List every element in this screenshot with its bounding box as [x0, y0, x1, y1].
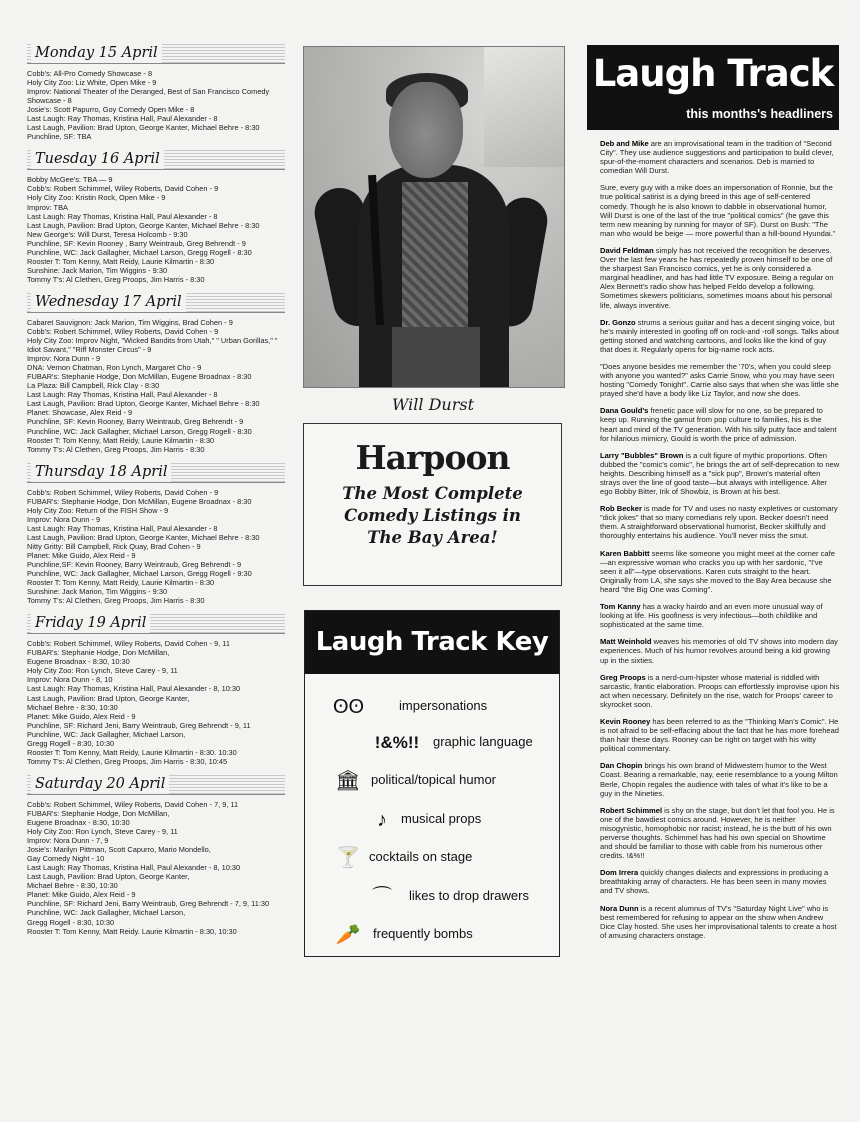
key-label: musical props — [401, 811, 482, 826]
listing-entry: Michael Behre - 8:30, 10:30 — [27, 702, 118, 712]
key-row — [305, 804, 559, 834]
harpoon-tagline — [304, 483, 561, 549]
bio-text: frenetic pace will slow for no one, so be prepared to keep up. Running the gamut from pop culture to families, his is the heart and mind of the TV generation. With his silly putty face and talent for hilarious mimicry, Gould is worth the price of admission. — [600, 406, 837, 443]
day-section — [27, 775, 285, 936]
bio-text: is shy on the stage, but don't let that fool you. He is one of the bawdiest comics around. However, he is neither misogynistic, homophobic nor racist; instead, he is the butt of his own perverse thoughts. Schimmel has had his own special on Showtime and should be familiar to those with cable from his numerous other credits. !&%!! — [600, 805, 835, 861]
headliner-bio — [600, 549, 840, 594]
comedian-name: Kevin Rooney — [600, 716, 651, 726]
headliner-bio — [600, 602, 840, 629]
listing-entry: Holy City Zoo: Return of the FISH Show - 9 — [27, 505, 169, 515]
bio-text: seems like someone you might meet at the corner cafe—an expressive woman who cracks you up with her sardonic, "I've seen it all"—type observations. Karen cuts straight to the heart. Originally from LA, she says she moved to the Bay Area because she heard "the Big One was Coming". — [600, 548, 835, 594]
comedian-name: Greg Proops — [600, 672, 646, 682]
bio-text: "Does anyone besides me remember the '70's, when you could sleep with anyone you wanted?" asks Carrie Snow, who you may have seen hosting "Comedy Tonight". Carrie also says that when she was little she prayed she'd have a body like Liz Taylor, and now she does. — [600, 361, 839, 399]
listing-entry: Tommy T's: Al Clethen, Greg Proops, Jim Harris - 8:30 — [27, 274, 205, 284]
day-heading — [27, 150, 285, 170]
comedian-name: Dom Irrera — [600, 868, 639, 878]
listing-entry: Josie's: Scott Papurro, Goy Comedy Open Mike - 8 — [27, 105, 195, 115]
key-title: Laugh Track Key — [305, 611, 559, 674]
photo-face — [389, 82, 463, 178]
listing-entry: Last Laugh: Ray Thomas, Kristina Hall, Paul Alexander - 8, 10:30 — [27, 863, 241, 873]
key-label: impersonations — [399, 698, 488, 713]
listing-entry: Eugene Broadnax - 8:30, 10:30 — [27, 818, 130, 827]
listing-entry: Improv: TBA — [27, 202, 68, 212]
bio-text: is a cult figure of mythic proportions. Often dubbed the "comic's comic", he brings the art of self-deprecation to new heights. Describing himself as a "sick pup", Brown's material often strays over the line of good taste—but always with intelligence. Alter ego Bobby Bitter, Irik of Showbiz, is Brown at his best. — [600, 450, 840, 497]
headliner-bio — [600, 717, 840, 753]
bio-text: has a wacky hairdo and an even more unusual way of looking at life. His goofiness is very infectious—both childlike and sophisticated at the same time. — [600, 602, 823, 630]
bio-text: is a nerd-cum-hipster whose material is riddled with sarcastic, frantic elaboration. Proops can effortlessly improvise upon his act when necessary. Definitely on the rise, watch for Proops' career to skyrocket soon. — [600, 672, 840, 709]
photo-jeans — [392, 327, 480, 388]
listing-entry: Holy City Zoo: Liz White, Open Mike - 9 — [27, 78, 157, 88]
listing-entry: Planet: Mike Guido, Alex Reid - 9 — [27, 711, 136, 721]
listing-entry: Tommy T's: Al Clethen, Greg Proops, Jim Harris - 8:30, 10:45 — [27, 756, 228, 766]
comedian-name: David Feldman — [600, 245, 654, 255]
listing-entry: Tommy T's: Al Clethen, Greg Proops, Jim Harris - 8:30 — [27, 596, 205, 606]
listing-entry: FUBAR's: Stephanie Hodge, Don McMillan, — [27, 648, 170, 658]
listing-entry: Punchline, SF: Richard Jeni, Barry Weintraub, Greg Behrendt - 9, 11 — [27, 720, 251, 730]
harpoon-logo: Harpoon — [355, 438, 510, 477]
headliner-bio — [600, 406, 840, 442]
key-label: political/topical humor — [371, 772, 497, 787]
tagline-line: Comedy Listings in — [344, 506, 521, 525]
listing-entry: FUBAR's: Stephanie Hodge, Don McMillan, Eugene Broadnax - 8:30 — [27, 372, 252, 382]
listing-entry: Punchline, WC: Jack Gallagher, Michael Larson, Gregg Rogell - 8:30 — [27, 247, 252, 257]
listing-entry: Last Laugh, Pavilion: Brad Upton, George Kanter, — [27, 693, 190, 703]
laugh-track-title: Laugh Track — [592, 52, 834, 95]
bio-text: brings his own brand of Midwestern humor to the West Coast. Bearing a remarkable, nay, eerie resemblance to a young Milton Berle, Chopin regales the audience with tales of what it's like to be a guy in the Nineties. — [600, 761, 838, 798]
comedian-name: Karen Babbitt — [600, 548, 650, 558]
listing-entry: Last Laugh: Ray Thomas, Kristina Hall, Paul Alexander - 8 — [27, 390, 218, 400]
listing-entry: Sunshine: Jack Marion, Tim Wiggins - 9:30 — [27, 265, 168, 275]
photo-wall — [484, 47, 564, 167]
laugh-track-key — [304, 610, 560, 957]
key-row — [305, 691, 559, 721]
day-label: Monday 15 April — [31, 44, 162, 63]
listing-entry: Improv: Nora Dunn - 9 — [27, 514, 101, 524]
listing-entry: Last Laugh, Pavilion: Brad Upton, George Kanter, Michael Behre - 8:30 — [27, 220, 260, 230]
day-label: Tuesday 16 April — [31, 150, 164, 169]
headliner-bio — [600, 451, 840, 496]
day-label: Saturday 20 April — [31, 775, 169, 794]
capitol-icon: 🏛 — [335, 770, 361, 792]
comedian-name: Matt Weinhold — [600, 637, 652, 647]
comedian-name: Nora Dunn — [600, 903, 639, 913]
listing-entry: Cobb's: Robert Schimmel, Wiley Roberts, David Cohen - 9, 11 — [27, 639, 230, 649]
key-label: frequently bombs — [373, 926, 473, 941]
listing-entry: DNA: Vernon Chatman, Ron Lynch, Margaret Cho - 9 — [27, 363, 202, 373]
comedian-name: Robert Schimmel — [600, 805, 663, 815]
listing-entry: Cobb's: Robert Schimmel, Wiley Roberts, David Cohen - 9 — [27, 326, 219, 336]
key-row — [305, 881, 559, 911]
listing-entry: Nitty Gritty: Bill Campbell, Rick Quay, Brad Cohen - 9 — [27, 541, 201, 551]
music-note-icon: ♪ — [377, 809, 387, 831]
day-label: Thursday 18 April — [31, 463, 171, 482]
listing-entry: Cabaret Sauvignon: Jack Marion, Tim Wiggins, Brad Cohen - 9 — [27, 317, 233, 327]
listing-entry: Rooster T: Tom Kenny, Matt Reidy. Laurie Kilmartin - 8:30, 10:30 — [27, 926, 237, 936]
listing-entry: Last Laugh: Ray Thomas, Kristina Hall, Paul Alexander - 8 — [27, 211, 218, 221]
listing-entry: New George's: Will Durst, Teresa Holcomb - 9:30 — [27, 229, 188, 239]
listing-entry: Planet: Mike Guido, Alex Reid - 9 — [27, 890, 136, 900]
symbols-icon: !&%!! — [374, 733, 420, 752]
comedian-name: Larry "Bubbles" Brown — [600, 450, 684, 460]
listing-entry: Tommy T's: Al Clethen, Greg Proops, Jim Harris - 8:30 — [27, 444, 205, 454]
listing-entry: Improv: Nora Dunn - 9 — [27, 354, 101, 364]
headliner-bio — [600, 904, 840, 940]
listing-entry: Rooster T: Tom Kenny, Matt Reidy, Laurie Kilmartin - 8:30 — [27, 578, 215, 588]
key-label: graphic language — [433, 734, 533, 749]
headliner-bio — [600, 183, 840, 238]
listing-entry: FUBAR's: Stephanie Hodge, Don McMillan, Eugene Broadnax - 8:30 — [27, 496, 252, 506]
listing-entry: Punchline,SF: Kevin Rooney, Barry Weintraub, Greg Behrendt - 9 — [27, 560, 242, 570]
listing-entry: Gregg Rogell - 8:30, 10:30 — [27, 917, 115, 927]
key-row — [305, 765, 559, 795]
laugh-track-header — [587, 45, 839, 130]
listing-entry: Rooster T: Tom Kenny, Matt Reidy, Laurie Kilmartin - 8:30. 10:30 — [27, 747, 237, 757]
day-section — [27, 293, 285, 454]
headliner-bio — [600, 139, 840, 175]
harpoon-ad — [303, 423, 562, 586]
listing-entry: Rooster T: Tom Kenny, Matt Reidy, Laurie Kilmartin - 8:30 — [27, 435, 215, 445]
listing-entry: Punchline, WC: Jack Gallagher, Michael Larson, Gregg Rogell - 8:30 — [27, 426, 252, 436]
comedian-name: Tom Kanny — [600, 602, 641, 612]
photo-plaid-shirt — [402, 182, 468, 332]
listing-entry: Rooster T: Tom Kenny, Matt Reidy, Laurie Kilmartin - 8:30 — [27, 256, 215, 266]
comedian-name: Deb and Mike — [600, 139, 649, 148]
bio-text: strums a serious guitar and has a decent singing voice, but he's mainly interested in goofing off on rock-and -roll songs. Talks about getting stoned and watching cartoons, and looks like the kind of guy that does it. Regularly opens for big-name rock acts. — [600, 317, 840, 354]
listing-entry: Holy City Zoo: Ron Lynch, Steve Carey - 9, 11 — [27, 666, 178, 676]
listing-entry: Improv: Nora Dunn - 7, 9 — [27, 836, 109, 846]
headliner-bio — [600, 806, 840, 861]
day-heading — [27, 614, 285, 634]
headliner-bio — [600, 761, 840, 797]
tagline-line: The Bay Area! — [367, 528, 498, 547]
headliner-bio — [600, 637, 840, 664]
key-label: cocktails on stage — [369, 849, 473, 864]
comedian-name: Dana Gould's — [600, 406, 649, 416]
key-row — [305, 919, 559, 949]
listing-entry: Planet: Mike Guido, Alex Reid - 9 — [27, 550, 136, 560]
listing-entry: Punchline, WC: Jack Gallagher, Michael Larson, — [27, 908, 186, 918]
headliner-bio — [600, 504, 840, 540]
day-label: Wednesday 17 April — [31, 293, 186, 312]
listing-entry: Cobb's: Robert Schimmel, Wiley Roberts, David Cohen - 9 — [27, 184, 219, 194]
listing-entry: Punchline, WC: Jack Gallagher, Michael Larson, Gregg Rogell - 9:30 — [27, 569, 252, 579]
listing-entry: Last Laugh: Ray Thomas, Kristina Hall, Paul Alexander - 8 — [27, 114, 218, 124]
comedy-listings — [27, 44, 285, 945]
listing-entry: Punchline, WC: Jack Gallagher, Michael Larson, — [27, 729, 186, 739]
listing-entry: Punchline, SF: Kevin Rooney, Barry Weintraub, Greg Behrendt - 9 — [27, 417, 244, 427]
listing-entry: Holy City Zoo: Improv Night, "Wicked Bandits from Utah," " Urban Gorillas," " Idiot Savant," "Riff Monster Circus" - 9 — [27, 336, 278, 355]
day-section — [27, 614, 285, 766]
listing-entry: Punchline, SF: TBA — [27, 132, 92, 142]
listing-entry: Cobb's: Robert Schimmel, Wiley Roberts, David Cohen - 9 — [27, 487, 219, 497]
laugh-track-subtitle: this months's headliners — [686, 107, 833, 121]
listing-entry: Last Laugh, Pavilion: Brad Upton, George Kanter, Michael Behre - 8:30 — [27, 399, 260, 409]
cocktail-icon: 🍸 — [335, 847, 361, 869]
comedian-name: Rob Becker — [600, 504, 642, 514]
day-section — [27, 463, 285, 606]
listing-entry: Last Laugh, Pavilion: Brad Upton, George Kanter, — [27, 872, 190, 882]
key-row — [305, 842, 559, 872]
headliner-bio — [600, 673, 840, 709]
drawers-icon: ⌒ — [372, 886, 392, 908]
listing-entry: Michael Behre - 8:30, 10:30 — [27, 881, 118, 891]
headliner-bio — [600, 246, 840, 310]
comedian-name: Dan Chopin — [600, 761, 643, 771]
day-section — [27, 44, 285, 141]
key-label: likes to drop drawers — [409, 888, 529, 903]
listing-entry: Last Laugh, Pavilion: Brad Upton, George Kanter, Michael Behre - 8:30 — [27, 123, 260, 133]
bio-text: weaves his memories of old TV shows into modern day experiences. Much of his humor revolves around being a kid growing up in the sixties. — [600, 637, 838, 665]
listing-entry: La Plaza: Bill Campbell, Rick Clay - 8:30 — [27, 381, 160, 391]
listing-entry: Gregg Rogell - 8:30, 10:30 — [27, 738, 115, 748]
headliner-bio — [600, 318, 840, 354]
day-label: Friday 19 April — [31, 614, 150, 633]
listing-entry: Last Laugh, Pavilion: Brad Upton, George Kanter, Michael Behre - 8:30 — [27, 532, 260, 542]
bio-text: has been referred to as the "Thinking Man's Comic". He is not afraid to be self-effacing about the fact that he has more forehead than hair these days. Rooney can be right on target with his witty political commentary. — [600, 716, 839, 754]
listing-entry: Josie's: Marilyn Pittman, Scott Capurro, Mario Mondello, — [27, 845, 211, 855]
bio-text: Sure, every guy with a mike does an impersonation of Ronnie, but the true political satirist is a dying breed in this age of self-centered comedy. Though he is also known to dabble in observational humor, Will Durst is one of the last of the true "political comics" (he gave this term new meaning by running for mayor of SF). Durst on Bush: "The man who would be beige — more powerful than a hill-bound Hyundai." — [600, 183, 836, 238]
day-heading — [27, 44, 285, 64]
listing-entry: Holy City Zoo: Ron Lynch, Steve Carey - 9, 11 — [27, 827, 178, 837]
headliner-bios — [600, 139, 840, 948]
day-section — [27, 150, 285, 284]
listing-entry: Last Laugh: Ray Thomas, Kristina Hall, Paul Alexander - 8, 10:30 — [27, 684, 241, 694]
photo-caption: Will Durst — [391, 395, 475, 414]
bio-text: simply has not received the recognition he deserves. Over the last few years he has repeatedly proven himself to be one of the sharpest San Francisco comics, yet he is only considered a marginal headliner, and has had little TV exposure. Being a regular on Alex Bennett's radio show has helped Feldo develop a following. Sometimes skewers politicians, sometimes moans about his personal life, always inventive. — [600, 245, 834, 310]
listing-entry: Cobb's: Robert Schimmel, Wiley Roberts, David Cohen - 7, 9, 11 — [27, 799, 239, 809]
bio-text: quickly changes dialects and expressions in producing a breathtaking array of characters. He has been seen in many movies and TV shows. — [600, 868, 829, 896]
bio-text: is made for TV and uses no nasty expletives or customary "dick jokes" that so many comedians rely upon. Becker doesn't need them. A straightforward observational humorist, Becker skillfully and thoroughly entertains his audience. You'll never miss the smut. — [600, 504, 838, 541]
day-heading — [27, 463, 285, 483]
headliner-bio — [600, 868, 840, 895]
listing-entry: Bobby McGee's: TBA — 9 — [27, 175, 113, 185]
bio-text: are an improvisational team in the tradition of "Second City". They use audience suggestions and participation to build clever, spur-of-the-moment characters and scenarios. Deb is married to comedian Will Durst. — [600, 139, 834, 176]
key-row — [305, 727, 559, 757]
listing-entry: Punchline, SF: Kevin Rooney , Barry Weintraub, Greg Behrendt - 9 — [27, 238, 246, 248]
tagline-line: The Most Complete — [342, 484, 523, 503]
day-heading — [27, 293, 285, 313]
comedian-name: Dr. Gonzo — [600, 317, 636, 327]
comedian-photo — [303, 46, 565, 388]
bio-text: is a recent alumnus of TV's "Saturday Night Live" who is best remembered for refusing to appear on the show when Andrew Dice Clay hosted. She uses her improvisational talents to create a host of amusing characters onstage. — [600, 903, 837, 940]
carrot-icon: 🥕 — [335, 924, 361, 946]
listing-entry: Sunshine: Jack Marion, Tim Wiggins - 9:30 — [27, 587, 168, 597]
listing-entry: Holy City Zoo: Kristin Rock, Open Mike - 9 — [27, 193, 166, 203]
listing-entry: Punchline, SF: Richard Jeni, Barry Weintraub, Greg Behrendt - 7, 9, 11:30 — [27, 899, 270, 909]
listing-entry: Eugene Broadnax - 8:30, 10:30 — [27, 657, 130, 667]
day-heading — [27, 775, 285, 795]
listing-entry: Gay Comedy Night - 10 — [27, 854, 105, 864]
listing-entry: Improv: National Theater of the Deranged, Best of San Francisco Comedy Showcase - 8 — [27, 87, 270, 106]
masks-icon: ʘʘ — [333, 696, 365, 718]
listing-entry: Last Laugh: Ray Thomas, Kristina Hall, Paul Alexander - 8 — [27, 523, 218, 533]
listing-entry: Planet: Showcase, Alex Reid - 9 — [27, 408, 133, 418]
listing-entry: Improv: Nora Dunn - 8, 10 — [27, 675, 113, 685]
headliner-bio — [600, 362, 840, 398]
listing-entry: FUBAR's: Stephanie Hodge, Don McMillan, — [27, 808, 170, 818]
listing-entry: Cobb's: All-Pro Comedy Showcase - 8 — [27, 69, 153, 78]
